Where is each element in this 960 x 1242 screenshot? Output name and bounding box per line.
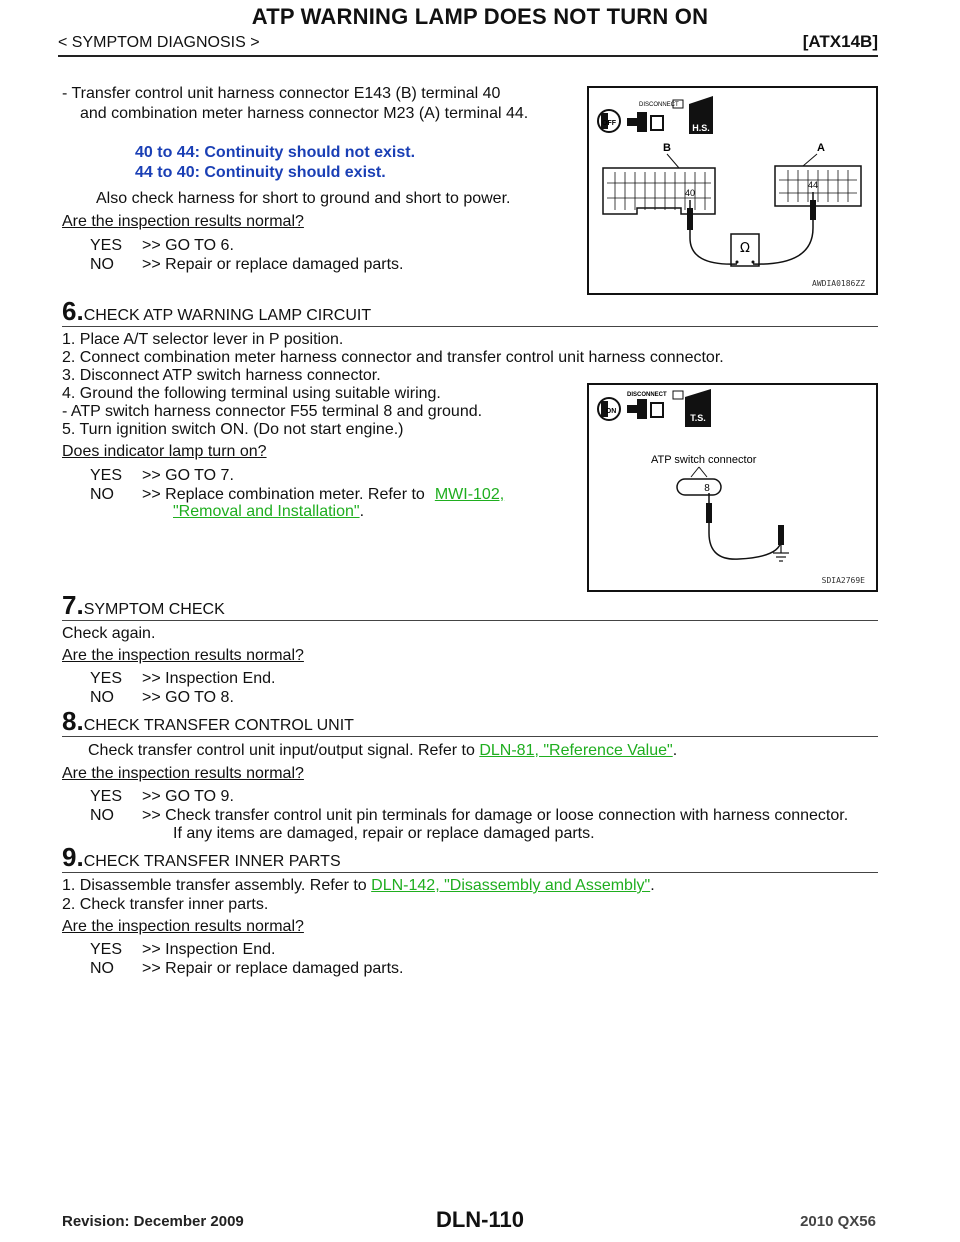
pin-8-label: 8 (704, 483, 710, 494)
step6-item-2: 2. Connect combination meter harness connector and transfer control unit harness connector. (62, 349, 724, 366)
question-step6: Does indicator lamp turn on? (62, 443, 267, 460)
step8-body-text: Check transfer control unit input/output signal. Refer to (88, 742, 475, 759)
probe (706, 503, 712, 523)
step5-line2: and combination meter harness connector M23 (A) terminal 44. (80, 105, 529, 122)
yes-text: >> Inspection End. (142, 670, 276, 687)
no-key: NO (90, 689, 114, 706)
yes-row-step5 (90, 236, 234, 255)
pin-44-label: 44 (807, 180, 819, 190)
step8-rule (62, 736, 878, 737)
question-step9: Are the inspection results normal? (62, 918, 304, 935)
no-text: >> Check transfer control unit pin terminals for damage or loose connection with harness connector. (142, 807, 849, 824)
label-b: B (663, 142, 671, 154)
probe-b (687, 208, 693, 230)
step9-heading (62, 842, 341, 873)
step8-body: Check transfer control unit input/output signal. Refer to DLN-81, "Reference Value". (88, 742, 678, 759)
step7-body: Check again. (62, 625, 156, 642)
svg-text:T.S.: T.S. (690, 413, 706, 423)
yes-row-step6 (90, 466, 234, 485)
link-removal-installation[interactable]: "Removal and Installation" (173, 503, 360, 520)
atp-connector (677, 479, 721, 495)
no-key: NO (90, 486, 114, 503)
step8-number: 8. (62, 706, 84, 736)
no-text: >> GO TO 8. (142, 689, 234, 706)
figure-atp-switch (587, 383, 878, 592)
step7-heading (62, 590, 225, 621)
yes-text: >> GO TO 7. (142, 467, 234, 484)
spec-line-2: 44 to 40: Continuity should exist. (135, 164, 386, 181)
step9-item-1-text: 1. Disassemble transfer assembly. Refer to (62, 877, 367, 894)
disconnect-label: DISCONNECT (639, 102, 679, 108)
step6-heading (62, 296, 371, 327)
header-rule (58, 55, 878, 57)
no-text: >> Replace combination meter. Refer to (142, 486, 425, 503)
footer-page-number: DLN-110 (435, 1207, 525, 1232)
step9-item-2: 2. Check transfer inner parts. (62, 896, 269, 913)
step6-item-1: 1. Place A/T selector lever in P position. (62, 331, 344, 348)
figure-code-2: SDIA2769E (821, 576, 865, 585)
yes-text: >> Inspection End. (142, 941, 276, 958)
yes-key: YES (90, 670, 123, 687)
yes-text: >> GO TO 6. (142, 237, 234, 254)
meter-icon (673, 391, 683, 399)
model-tag: [ATX14B] (802, 32, 878, 51)
ground-diagram (589, 385, 876, 590)
step9-title: CHECK TRANSFER INNER PARTS (83, 853, 341, 870)
no-row-step8-cont: If any items are damaged, repair or replace damaged parts. (173, 825, 595, 842)
question-step5: Are the inspection results normal? (62, 213, 304, 230)
footer-model: 2010 QX56 (800, 1213, 876, 1230)
no-text: >> Repair or replace damaged parts. (142, 256, 404, 273)
step5-line1: - Transfer control unit harness connector E143 (B) terminal 40 (62, 85, 501, 102)
step8-heading (62, 706, 354, 737)
step9-rule (62, 872, 878, 873)
connector-icon (627, 399, 647, 419)
pin-40-label: 40 (684, 188, 696, 198)
section-label: < SYMPTOM DIAGNOSIS > (58, 34, 260, 51)
on-label: ON (605, 408, 617, 415)
no-key: NO (90, 256, 114, 273)
step6-item-5: - ATP switch harness connector F55 terminal 8 and ground. (62, 403, 483, 420)
step7-rule (62, 620, 878, 621)
step7-title: SYMPTOM CHECK (83, 601, 225, 618)
link-mwi-102[interactable]: MWI-102, (434, 486, 505, 503)
question-step7: Are the inspection results normal? (62, 647, 304, 664)
ohm-symbol: Ω (740, 241, 750, 256)
yes-key: YES (90, 941, 123, 958)
probe-a (810, 200, 816, 220)
no-row-step6-cont: "Removal and Installation". (173, 503, 365, 520)
wiring-diagram (589, 88, 876, 293)
step9-item-1: 1. Disassemble transfer assembly. Refer to DLN-142, "Disassembly and Assembly". (62, 877, 655, 894)
step9-number: 9. (62, 842, 84, 872)
off-label: OFF (602, 120, 616, 127)
step6-item-4: 4. Ground the following terminal using suitable wiring. (62, 385, 441, 402)
yes-key: YES (90, 788, 123, 805)
also-check-text: Also check harness for short to ground and short to power. (96, 190, 511, 207)
no-key: NO (90, 807, 114, 824)
connector-a (775, 166, 861, 206)
step6-rule (62, 326, 878, 327)
atp-connector-caption: ATP switch connector (651, 454, 757, 466)
yes-text: >> GO TO 9. (142, 788, 234, 805)
step7-number: 7. (62, 590, 84, 620)
no-row-step9 (90, 959, 403, 978)
no-row-step5 (90, 255, 403, 274)
step6-title: CHECK ATP WARNING LAMP CIRCUIT (83, 307, 372, 324)
question-step8: Are the inspection results normal? (62, 765, 304, 782)
figure-continuity-check (587, 86, 878, 295)
figure-code-1: AWDIA0186ZZ (812, 279, 865, 288)
connector-icon (627, 112, 647, 132)
ground-probe (778, 525, 784, 545)
step6-number: 6. (62, 296, 84, 326)
disconnect-label: DISCONNECT (627, 392, 667, 398)
footer-revision: Revision: December 2009 (62, 1213, 244, 1230)
yes-key: YES (90, 467, 123, 484)
yes-row-step7 (90, 669, 275, 688)
svg-text:H.S.: H.S. (692, 123, 710, 133)
step6-item-3: 3. Disconnect ATP switch harness connector. (62, 367, 381, 384)
connector-b (603, 168, 715, 214)
yes-row-step9 (90, 940, 275, 959)
link-dln-142[interactable]: DLN-142, "Disassembly and Assembly" (371, 877, 651, 894)
step6-item-6: 5. Turn ignition switch ON. (Do not start engine.) (62, 421, 404, 438)
no-text: >> Repair or replace damaged parts. (142, 960, 404, 977)
page-title: ATP WARNING LAMP DOES NOT TURN ON (251, 4, 709, 29)
yes-key: YES (90, 237, 123, 254)
no-row-step8 (90, 806, 848, 825)
no-row-step7 (90, 688, 234, 707)
step8-title: CHECK TRANSFER CONTROL UNIT (83, 717, 354, 734)
label-a: A (817, 142, 825, 154)
no-key: NO (90, 960, 114, 977)
spec-line-1: 40 to 44: Continuity should not exist. (135, 144, 416, 161)
yes-row-step8 (90, 787, 234, 806)
link-dln-81[interactable]: DLN-81, "Reference Value" (479, 742, 673, 759)
